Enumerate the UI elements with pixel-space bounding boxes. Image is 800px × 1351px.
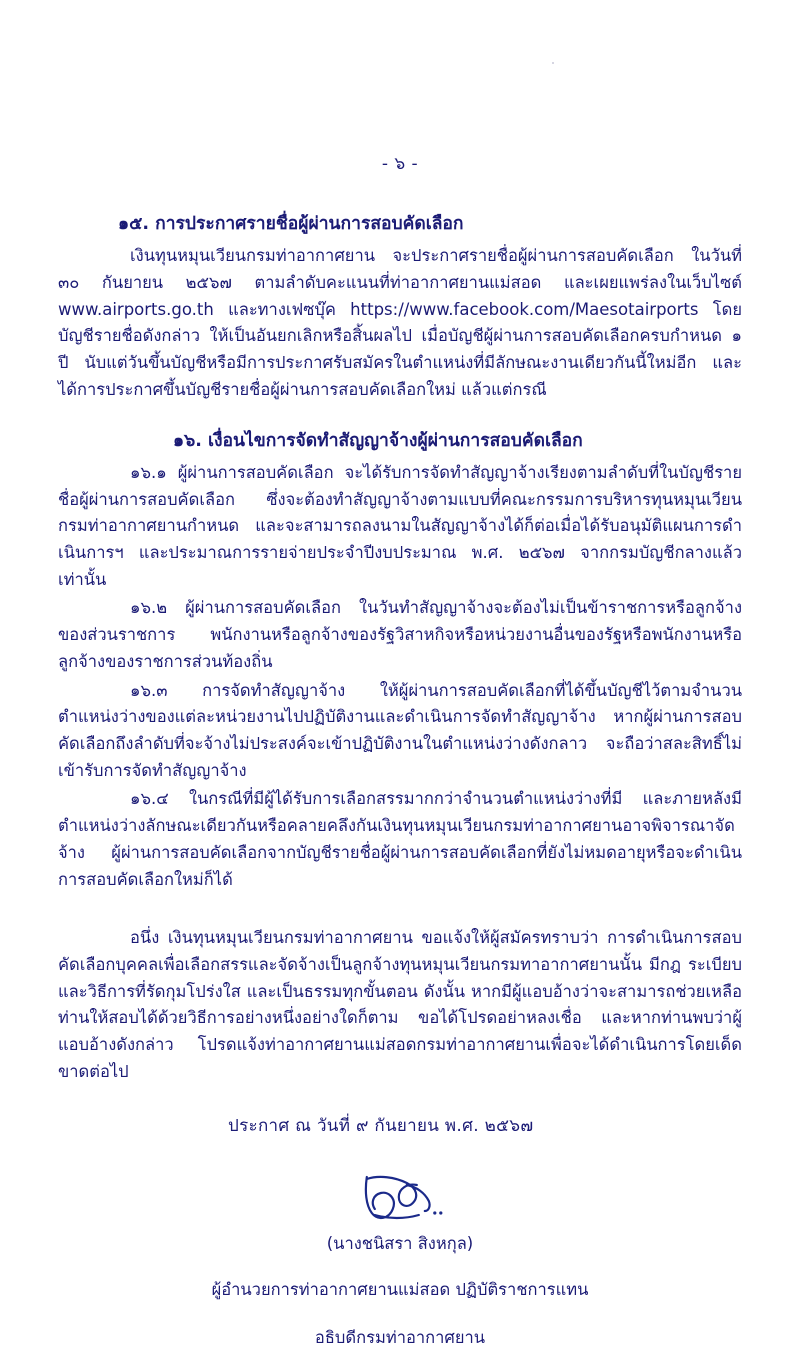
section-16-item-4 bbox=[58, 786, 742, 893]
section-16-item-3 bbox=[58, 678, 742, 785]
closing-note-paragraph: อนึ่ง เงินทุนหมุนเวียนกรมท่าอากาศยาน ขอแจ้งให้ผู้สมัครทราบว่า การดำเนินการสอบคัดเลือกบุคคลเพื่อเลือกสรรและจัดจ้างเป็นลูกจ้างทุนหมุนเวียนกรมทาอากาศยานนั้น มีกฎ ระเบียบ และวิธีการที่รัดกุมโปร่งใส และเป็นธรรมทุกขั้นตอน ดังนั้น หากมีผู้แอบอ้างว่าจะสามารถช่วยเหลือท่านให้สอบได้ด้วยวิธีการอย่างหนึ่งอย่างใดก็ตาม ขอได้โปรดอย่าหลงเชื่อ และหากท่านพบว่าผู้แอบอ้างดังกล่าว โปรดแจ้งท่าอากาศยานแม่สอดกรมท่าอากาศยานเพื่อจะได้ดำเนินการโดยเด็ดขาดต่อไป bbox=[58, 928, 742, 1081]
section-15-heading: ๑๕. การประกาศรายชื่อผู้ผ่านการสอบคัดเลือก bbox=[118, 214, 464, 234]
signature-mark-icon bbox=[58, 1169, 742, 1227]
section-16 bbox=[58, 428, 742, 894]
closing-note bbox=[58, 925, 742, 1085]
section-16-paragraph-4: ๑๖.๔ ในกรณีที่มีผู้ได้รับการเลือกสรรมากกว่าจำนวนตำแหน่งว่างที่มี และภายหลังมีตำแหน่งว่างลักษณะเดียวกันหรือคลายคลึงกันเงินทุนหมุนเวียนกรมท่าอากาศยานอาจพิจารณาจัดจ้าง ผู้ผ่านการสอบคัดเลือกจากบัญชีรายชื่อผู้ผ่านการสอบคัดเลือกที่ยังไม่หมดอายุหรือจะดำเนินการสอบคัดเลือกใหม่ก็ได้ bbox=[58, 789, 742, 889]
signature-name: (นางชนิสรา สิงหกุล) bbox=[326, 1233, 474, 1253]
section-16-item-1 bbox=[58, 460, 742, 594]
announcement-date-line: ประกาศ ณ วันที่ ๙ กันยายน พ.ศ. ๒๕๖๗ bbox=[228, 1115, 534, 1136]
section-16-paragraph-1: ๑๖.๑ ผู้ผ่านการสอบคัดเลือก จะได้รับการจัดทำสัญญาจ้างเรียงตามลำดับที่ในบัญชีรายชื่อผู้ผ่านการสอบคัดเลือก ซึ่งจะต้องทำสัญญาจ้างตามแบบที่คณะกรรมการบริหารทุนหมุนเวียนกรมท่าอากาศยานกำหนด และจะสามารถลงนามในสัญญาจ้างได้ก็ต่อเมื่อได้รับอนุมัติแผนการดำเนินการฯ และประมาณการรายจ่ายประจำปีงบประมาณ พ.ศ. ๒๕๖๗ จากกรมบัญชีกลางแล้วเท่านั้น bbox=[58, 462, 742, 589]
signature-title-1: ผู้อำนวยการท่าอากาศยานแม่สอด ปฏิบัติราชการแทน bbox=[211, 1279, 589, 1299]
page-number: - ๖ - bbox=[381, 154, 419, 174]
signature-block bbox=[58, 1169, 742, 1351]
section-16-paragraph-2: ๑๖.๒ ผู้ผ่านการสอบคัดเลือก ในวันทำสัญญาจ้างจะต้องไม่เป็นข้าราชการหรือลูกจ้างของส่วนราชการ พนักงานหรือลูกจ้างของรัฐวิสาหกิจหรือหน่วยงานอื่นของรัฐหรือพนักงานหรือลูกจ้างของราชการส่วนท้องถิ่น bbox=[58, 598, 742, 671]
scan-speck bbox=[552, 62, 554, 64]
section-16-paragraph-3: ๑๖.๓ การจัดทำสัญญาจ้าง ให้ผู้ผ่านการสอบคัดเลือกที่ได้ขึ้นบัญชีไว้ตามจำนวนตำแหน่งว่างของแต่ละหน่วยงานไปปฏิบัติงานและดำเนินการจัดทำสัญญาจ้าง หากผู้ผ่านการสอบคัดเลือกถึงลำดับที่จะจ้างไม่ประสงค์จะเข้าปฏิบัติงานในตำแหน่งว่างดังกลาว จะถือว่าสละสิทธิ์ไม่เข้ารับการจัดทำสัญญาจ้าง bbox=[58, 680, 742, 780]
section-15 bbox=[58, 211, 742, 404]
section-15-paragraph: เงินทุนหมุนเวียนกรมท่าอากาศยาน จะประกาศรายชื่อผู้ผ่านการสอบคัดเลือก ในวันที่ ๓๐ กันยายน ๒๕๖๗ ตามลำดับคะแนนที่ท่าอากาศยานแม่สอด และเผยแพร่ลงในเว็บไซต์ www.airports.go.th และทางเฟซบุ๊ค https://www.facebook.com/Maesotairports โดยบัญชีรายชื่อดังกล่าว ให้เป็นอันยกเลิกหรือสิ้นผลไป เมื่อบัญชีผู้ผ่านการสอบคัดเลือกครบกำหนด ๑ ปี นับแต่วันขึ้นบัญชีหรือมีการประกาศรับสมัครในตำแหน่งที่มีลักษณะงานเดียวกันนี้ใหม่อีก และได้การประกาศขึ้นบัญชีรายชื่อผู้ผ่านการสอบคัดเลือกใหม่ แล้วแต่กรณี bbox=[58, 246, 742, 399]
section-16-heading: ๑๖. เงื่อนไขการจัดทำสัญญาจ้างผู้ผ่านการสอบคัดเลือก bbox=[173, 430, 583, 451]
section-16-item-2 bbox=[58, 595, 742, 675]
signature-title-2: อธิบดีกรมท่าอากาศยาน bbox=[314, 1327, 486, 1347]
